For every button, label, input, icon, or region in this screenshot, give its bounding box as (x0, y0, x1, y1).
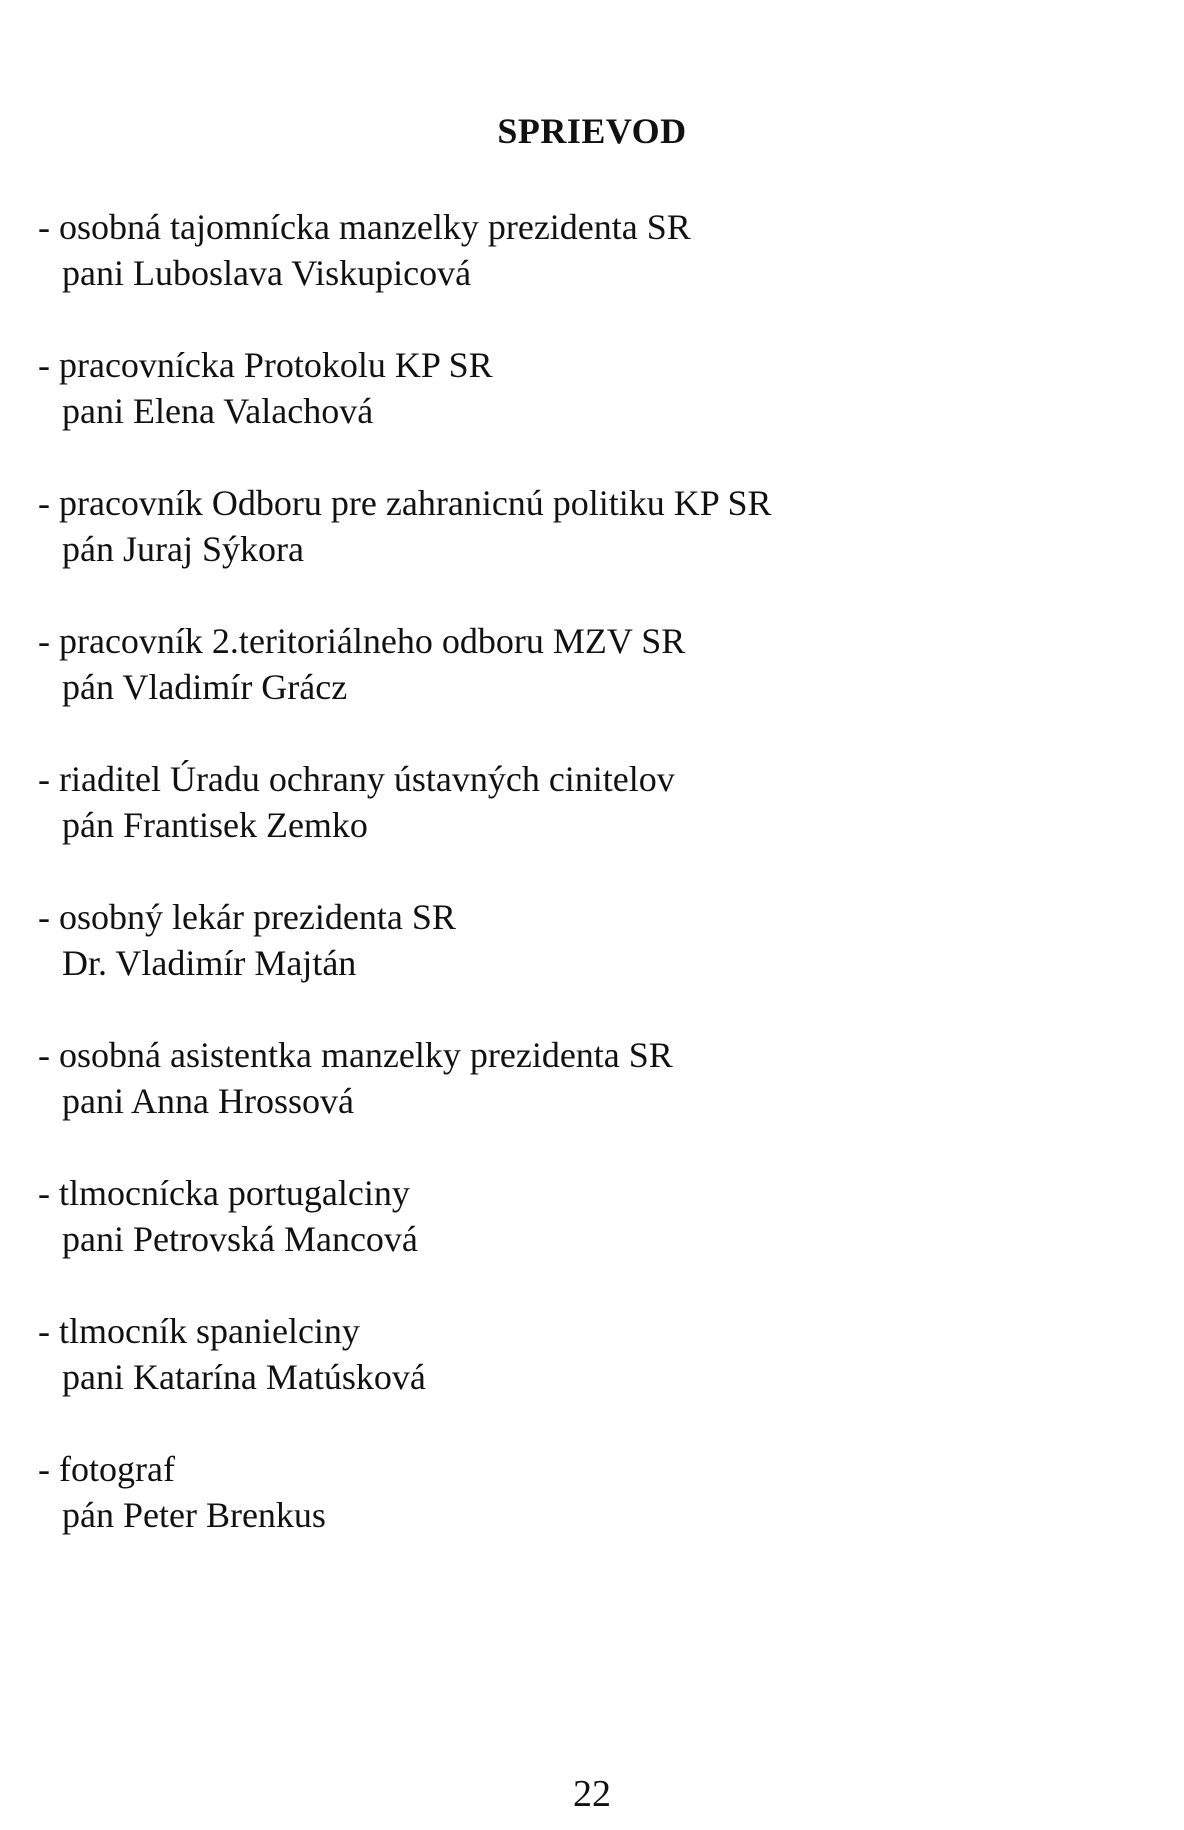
entry-role: - osobná tajomnícka manzelky prezidenta SR (38, 207, 691, 247)
list-item (38, 1032, 1138, 1170)
list-item (38, 756, 1138, 894)
entry-name: Dr. Vladimír Majtán (62, 943, 357, 983)
entry-name: pani Petrovská Mancová (62, 1219, 418, 1259)
entry-role: - pracovník Odboru pre zahranicnú politiku KP SR (38, 483, 772, 523)
page-number: 22 (573, 1773, 611, 1815)
entry-role: - osobná asistentka manzelky prezidenta SR (38, 1035, 673, 1075)
list-item (38, 894, 1138, 1032)
entry-role: - tlmocnícka portugalciny (38, 1173, 410, 1213)
entry-name: pán Juraj Sýkora (62, 529, 304, 569)
entry-name: pani Luboslava Viskupicová (62, 253, 472, 293)
list-item (38, 342, 1138, 480)
list-item (38, 1308, 1138, 1446)
entry-name: pán Vladimír Grácz (62, 667, 348, 707)
entry-role: - pracovník 2.teritoriálneho odboru MZV SR (38, 621, 686, 661)
entry-name: pani Elena Valachová (62, 391, 374, 431)
list-item (38, 618, 1138, 756)
entry-name: pán Frantisek Zemko (62, 805, 368, 845)
page-title: SPRIEVOD (497, 111, 687, 151)
entry-name: pán Peter Brenkus (62, 1495, 326, 1535)
entry-role: - osobný lekár prezidenta SR (38, 897, 456, 937)
list-item (38, 1170, 1138, 1308)
entry-name: pani Anna Hrossová (62, 1081, 354, 1121)
list-item (38, 1446, 1138, 1584)
list-item (38, 480, 1138, 618)
entry-role: - tlmocník spanielciny (38, 1311, 360, 1351)
list-item (38, 204, 1138, 342)
escort-list (38, 204, 1138, 1584)
entry-role: - fotograf (38, 1449, 175, 1489)
entry-role: - pracovnícka Protokolu KP SR (38, 345, 493, 385)
entry-role: - riaditel Úradu ochrany ústavných cinitelov (38, 759, 675, 799)
entry-name: pani Katarína Matúsková (62, 1357, 426, 1397)
